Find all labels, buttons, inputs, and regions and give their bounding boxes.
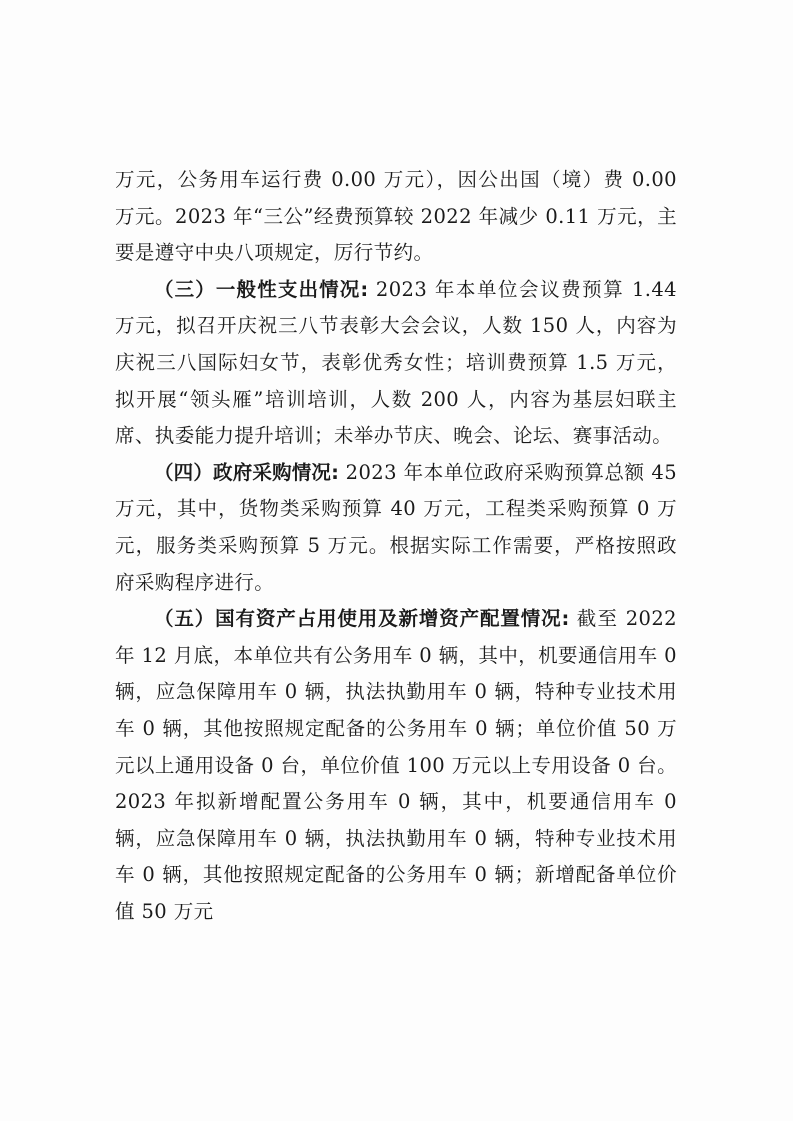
section-heading-general-expenditure: （三）一般性支出情况: [154, 277, 369, 301]
section-heading-state-assets: （五）国有资产占用使用及新增资产配置情况: [154, 607, 570, 631]
paragraph-sangong-continued [115, 162, 677, 272]
document-body [115, 162, 677, 930]
paragraph-state-assets [115, 601, 677, 930]
paragraph-general-expenditure [115, 272, 677, 455]
paragraph-text: 万元，公务用车运行费 0.00 万元），因公出国（境）费 0.00 万元。2023 年“三公”经费预算较 2022 年减少 0.11 万元，主要是遵守中央八项规定，厉行节约。 [115, 168, 677, 265]
paragraph-text: 2023 年本单位会议费预算 1.44 万元，拟召开庆祝三八节表彰大会会议，人数 150 人，内容为庆祝三八国际妇女节，表彰优秀女性；培训费预算 1.5 万元，拟开展“领头雁”培训培训，人数 200 人，内容为基层妇联主席、执委能力提升培训；未举办节庆、晚会、论坛、赛事活动。 [115, 277, 677, 448]
section-heading-government-procurement: （四）政府采购情况: [154, 460, 339, 484]
paragraph-government-procurement [115, 455, 677, 601]
paragraph-text: 截至 2022 年 12 月底，本单位共有公务用车 0 辆，其中，机要通信用车 0 辆，应急保障用车 0 辆，执法执勤用车 0 辆，特种专业技术用车 0 辆，其他按照规定配备的公务用车 0 辆；单位价值 50 万元以上通用设备 0 台，单位价值 100 万元以上专用设备 0 台。2023 年拟新增配置公务用车 0 辆，其中，机要通信用车 0 辆，应急保障用车 0 辆，执法执勤用车 0 辆，特种专业技术用车 0 辆，其他按照规定配备的公务用车 0 辆；新增配备单位价值 50 万元 [115, 607, 677, 923]
paragraph-text: 2023 年本单位政府采购预算总额 45 万元，其中，货物类采购预算 40 万元，工程类采购预算 0 万元，服务类采购预算 5 万元。根据实际工作需要，严格按照政府采购程序进行。 [115, 460, 677, 594]
